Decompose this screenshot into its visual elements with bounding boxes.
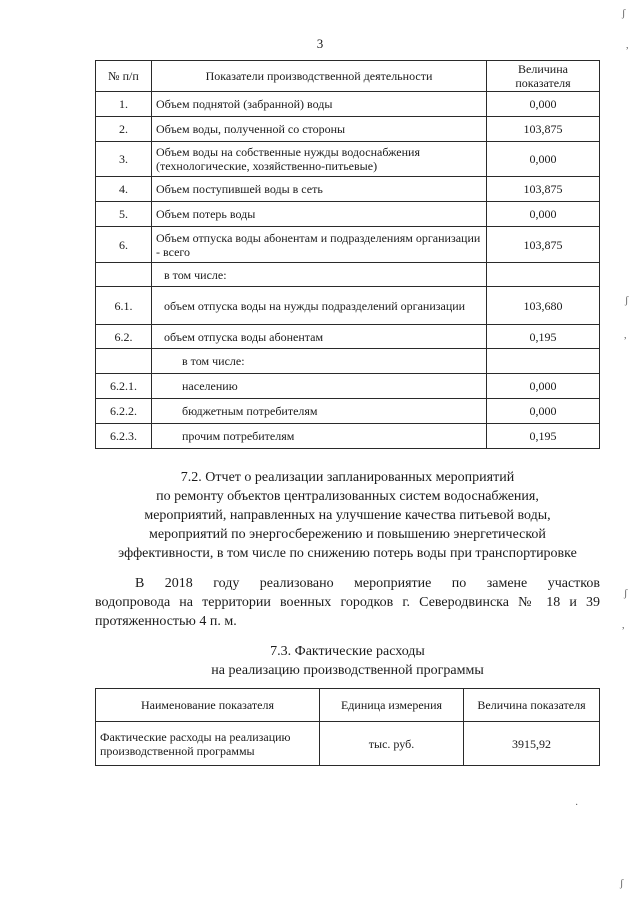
scan-mark: , — [622, 620, 625, 631]
row-label: объем отпуска воды на нужды подразделений организации — [152, 287, 487, 325]
header-value: Величина показателя — [464, 689, 600, 722]
actual-expenses-table — [95, 688, 600, 766]
row-value: 103,875 — [487, 227, 600, 263]
section-7-3-title — [95, 642, 600, 680]
title-line: 7.3. Фактические расходы — [270, 644, 425, 659]
row-num: 6. — [96, 227, 152, 263]
row-label: бюджетным потребителям — [152, 399, 487, 424]
header-unit: Единица измерения — [320, 689, 464, 722]
paragraph-line: В 2018 году реализовано мероприятие по замене участков — [135, 576, 600, 591]
row-num: 1. — [96, 92, 152, 117]
scan-mark: , — [626, 40, 629, 51]
row-value: 3915,92 — [464, 722, 600, 766]
scan-mark: ʃ — [622, 8, 626, 19]
row-label: населению — [152, 374, 487, 399]
row-label: объем отпуска воды абонентам — [152, 325, 487, 349]
table-row — [96, 374, 600, 399]
header-value: Величина показателя — [487, 61, 600, 92]
row-label: в том числе: — [152, 263, 487, 287]
row-num: 6.2.3. — [96, 424, 152, 449]
production-indicators-table — [95, 60, 600, 449]
row-num: 5. — [96, 202, 152, 227]
row-num — [96, 349, 152, 374]
paragraph-line: водопровода на территории военных городков г. Северодвинска № 18 и 39 — [95, 595, 600, 610]
table-row — [96, 117, 600, 142]
scan-mark: ʃ — [625, 295, 629, 306]
row-value: 0,000 — [487, 399, 600, 424]
header-num: № п/п — [96, 61, 152, 92]
row-label: Фактические расходы на реализацию производственной программы — [96, 722, 320, 766]
row-num: 3. — [96, 142, 152, 177]
row-num: 6.2.2. — [96, 399, 152, 424]
table-row — [96, 263, 600, 287]
scan-mark: ʃ — [620, 878, 624, 889]
row-label: Объем поступившей воды в сеть — [152, 177, 487, 202]
title-line: мероприятий, направленных на улучшение качества питьевой воды, — [144, 508, 551, 523]
row-value: 0,000 — [487, 142, 600, 177]
title-line: эффективности, в том числе по снижению потерь воды при транспортировке — [118, 546, 577, 561]
row-label: Объем потерь воды — [152, 202, 487, 227]
row-value: 103,875 — [487, 117, 600, 142]
row-num — [96, 263, 152, 287]
table-row — [96, 325, 600, 349]
header-indicator: Показатели производственной деятельности — [152, 61, 487, 92]
table-row — [96, 722, 600, 766]
scan-mark: · — [575, 800, 579, 811]
row-label: Объем поднятой (забранной) воды — [152, 92, 487, 117]
table-row — [96, 399, 600, 424]
table-row — [96, 424, 600, 449]
row-label: прочим потребителям — [152, 424, 487, 449]
table-row — [96, 142, 600, 177]
table-row — [96, 287, 600, 325]
row-num: 2. — [96, 117, 152, 142]
row-value: 0,195 — [487, 424, 600, 449]
row-value: 0,000 — [487, 374, 600, 399]
row-num: 4. — [96, 177, 152, 202]
row-value — [487, 349, 600, 374]
table-header-row — [96, 689, 600, 722]
row-value: 103,680 — [487, 287, 600, 325]
table-header-row — [96, 61, 600, 92]
table-row — [96, 202, 600, 227]
row-num: 6.2.1. — [96, 374, 152, 399]
row-value: 0,195 — [487, 325, 600, 349]
row-num: 6.1. — [96, 287, 152, 325]
title-line: мероприятий по энергосбережению и повышению энергетической — [149, 527, 546, 542]
title-line: по ремонту объектов централизованных систем водоснабжения, — [156, 489, 539, 504]
table-row — [96, 92, 600, 117]
row-label: Объем воды, полученной со стороны — [152, 117, 487, 142]
row-label: Объем отпуска воды абонентам и подразделениям организации - всего — [152, 227, 487, 263]
row-value: 0,000 — [487, 92, 600, 117]
row-label: в том числе: — [152, 349, 487, 374]
table-row — [96, 349, 600, 374]
table-row — [96, 177, 600, 202]
scan-mark: ʃ — [624, 588, 628, 599]
section-7-2-title — [95, 468, 600, 563]
title-line: на реализацию производственной программы — [211, 663, 484, 678]
row-num: 6.2. — [96, 325, 152, 349]
section-7-2-paragraph — [95, 574, 600, 631]
header-name: Наименование показателя — [96, 689, 320, 722]
row-unit: тыс. руб. — [320, 722, 464, 766]
paragraph-line: протяженностью 4 п. м. — [95, 614, 237, 629]
row-value — [487, 263, 600, 287]
scan-mark: , — [624, 330, 627, 341]
page-number: 3 — [316, 36, 324, 51]
table-row — [96, 227, 600, 263]
title-line: 7.2. Отчет о реализации запланированных мероприятий — [180, 470, 515, 485]
row-value: 0,000 — [487, 202, 600, 227]
row-label: Объем воды на собственные нужды водоснабжения (технологические, хозяйственно-питьевые) — [152, 142, 487, 177]
row-value: 103,875 — [487, 177, 600, 202]
